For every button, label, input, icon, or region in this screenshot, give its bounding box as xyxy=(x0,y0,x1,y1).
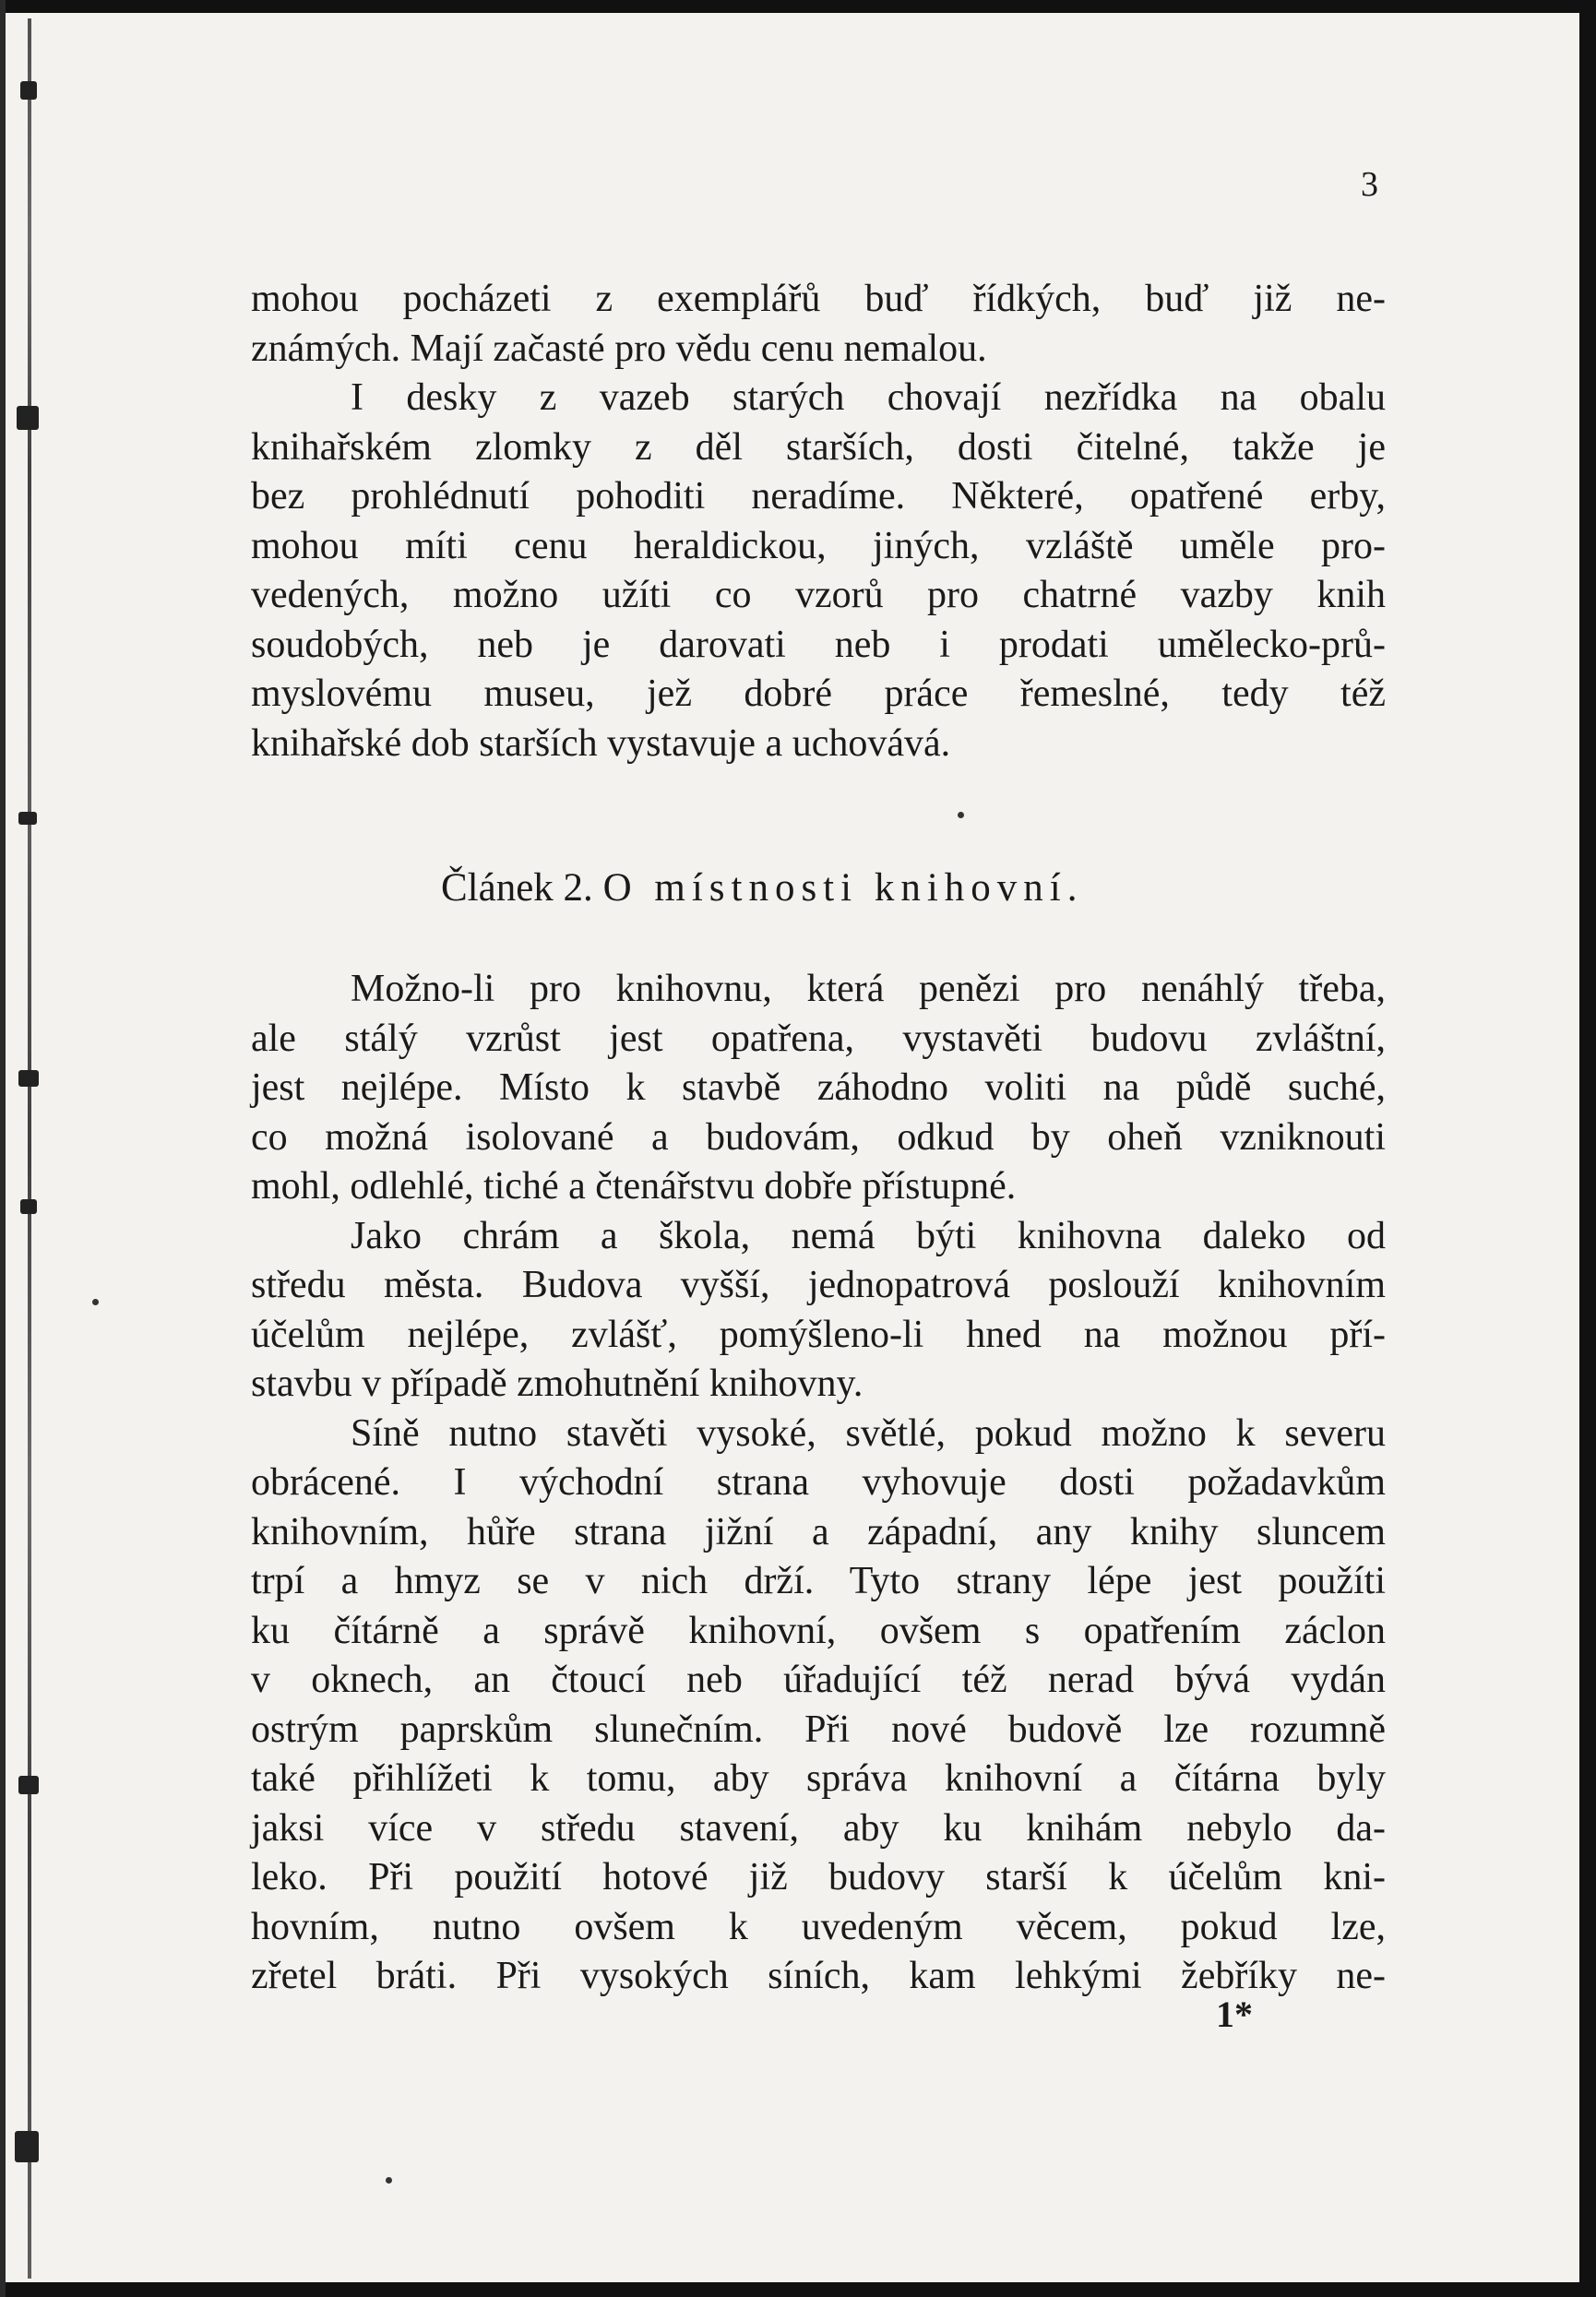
text-line: I desky z vazeb starých chovají nezřídka na obalu xyxy=(351,376,1386,419)
binding-mark xyxy=(18,1070,39,1087)
text-line: ostrým paprskům slunečním. Při nové budově lze rozumně xyxy=(251,1708,1386,1751)
section-heading-prefix: Článek 2. xyxy=(441,866,593,910)
text-line: účelům nejlépe, zvlášť, pomýšleno-li hned na možnou pří- xyxy=(251,1313,1386,1356)
print-speck xyxy=(386,2177,392,2184)
text-line: známých. Mají začasté pro vědu cenu nemalou. xyxy=(251,327,987,370)
scan-border-bottom xyxy=(0,2282,1596,2297)
text-line: knihařském zlomky z děl starších, dosti čitelné, takže je xyxy=(251,425,1386,469)
text-line: myslovému museu, jež dobré práce řemeslné, tedy též xyxy=(251,672,1386,715)
text-line: vedených, možno užíti co vzorů pro chatrné vazby knih xyxy=(251,574,1386,616)
text-line: Síně nutno stavěti vysoké, světlé, pokud možno k severu xyxy=(351,1411,1386,1455)
scan-border-right xyxy=(1579,0,1596,2297)
text-line: Možno-li pro knihovnu, která penězi pro nenáhlý třeba, xyxy=(351,968,1386,1010)
signature-mark: 1* xyxy=(1216,1994,1253,2035)
text-line: ale stálý vzrůst jest opatřena, vystavěti budovu zvláštní, xyxy=(251,1017,1386,1060)
section-heading-title: O místnosti knihovní. xyxy=(602,866,1084,910)
text-line: trpí a hmyz se v nich drží. Tyto strany lépe jest použíti xyxy=(251,1560,1386,1602)
binding-mark xyxy=(20,1199,37,1214)
text-line: středu města. Budova vyšší, jednopatrová poslouží knihovním xyxy=(251,1264,1386,1306)
binding-mark xyxy=(15,2131,39,2162)
print-speck xyxy=(958,812,964,818)
text-line: bez prohlédnutí pohoditi neradíme. Některé, opatřené erby, xyxy=(251,475,1386,518)
binding-edge xyxy=(28,18,31,2279)
scan-border-left xyxy=(0,0,6,2297)
binding-mark xyxy=(17,406,39,430)
binding-mark xyxy=(18,1776,39,1794)
scan-border-top xyxy=(0,0,1596,13)
text-line: soudobých, neb je darovati neb i prodati umělecko-prů- xyxy=(251,623,1386,666)
paragraph-continued xyxy=(251,275,1386,768)
text-line: zřetel bráti. Při vysokých síních, kam lehkými žebříky ne- xyxy=(251,1955,1386,1997)
section-heading xyxy=(441,865,1083,910)
text-line: stavbu v případě zmohutnění knihovny. xyxy=(251,1363,864,1405)
text-line: jaksi více v středu stavení, aby ku knihám nebylo da- xyxy=(251,1806,1386,1850)
text-line: mohl, odlehlé, tiché a čtenářstvu dobře přístupné. xyxy=(251,1165,1017,1208)
text-line: v oknech, an čtoucí neb úřadující též nerad bývá vydán xyxy=(251,1659,1386,1701)
binding-mark xyxy=(18,812,37,825)
page-number: 3 xyxy=(1361,165,1378,204)
text-line: hovním, nutno ovšem k uvedeným věcem, pokud lze, xyxy=(251,1905,1386,1948)
text-line: co možná isolované a budovám, odkud by oheň vzniknouti xyxy=(251,1115,1386,1159)
text-line: leko. Při použití hotové již budovy starší k účelům kni- xyxy=(251,1856,1386,1898)
text-line: mohou pocházeti z exemplářů buď řídkých, buď již ne- xyxy=(251,278,1386,320)
text-line: ku čítárně a správě knihovní, ovšem s opatřením záclon xyxy=(251,1609,1386,1652)
text-line: Jako chrám a škola, nemá býti knihovna daleko od xyxy=(351,1214,1386,1257)
text-line: knihovním, hůře strana jižní a západní, any knihy sluncem xyxy=(251,1510,1386,1553)
text-line: mohou míti cenu heraldickou, jiných, vzláště uměle pro- xyxy=(251,524,1386,567)
print-speck xyxy=(92,1299,99,1305)
text-line: knihařské dob starších vystavuje a uchovává. xyxy=(251,721,951,765)
paragraph-location xyxy=(251,965,1386,2002)
text-line: jest nejlépe. Místo k stavbě záhodno voliti na půdě suché, xyxy=(251,1066,1386,1109)
binding-mark xyxy=(20,81,37,100)
text-line: obrácené. I východní strana vyhovuje dosti požadavkům xyxy=(251,1461,1386,1504)
text-line: také přihlížeti k tomu, aby správa knihovní a čítárna byly xyxy=(251,1757,1386,1800)
